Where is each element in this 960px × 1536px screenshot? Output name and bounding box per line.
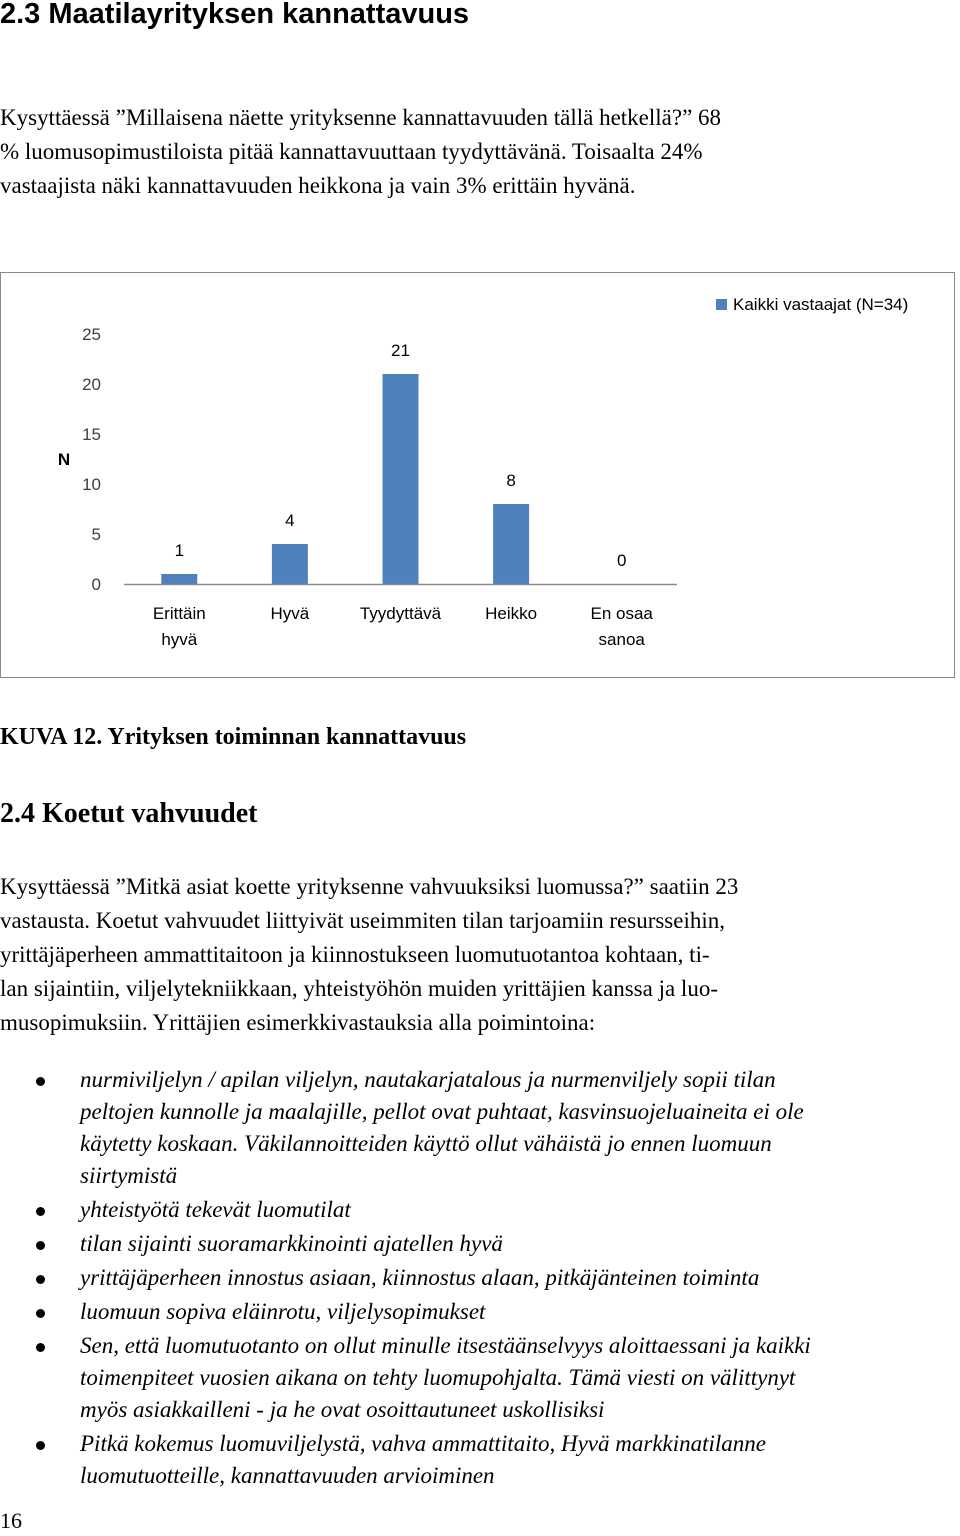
list-item: [0, 1228, 811, 1260]
list-item-line: Pitkä kokemus luomuviljelystä, vahva ammattitaito, Hyvä markkinatilanne: [80, 1431, 767, 1456]
body-line: lan sijaintiin, viljelytekniikkaan, yhteistyöhön muiden yrittäjien kanssa ja luo-: [0, 976, 718, 1001]
list-item-line: toimenpiteet vuosien aikana on tehty luomupohjalta. Tämä viesti on välittynyt: [80, 1365, 796, 1390]
figure-caption: KUVA 12. Yrityksen toiminnan kannattavuus: [0, 724, 467, 750]
intro-line: vastaajista näki kannattavuuden heikkona ja vain 3% erittäin hyvänä.: [0, 173, 636, 198]
list-item-line: käytetty koskaan. Väkilannoitteiden käyttö ollut vähäistä jo ennen luomuun: [80, 1131, 772, 1156]
data-label: 8: [506, 471, 516, 490]
y-tick-label: 20: [82, 375, 101, 394]
y-tick-label: 5: [91, 525, 101, 544]
intro-line: Kysyttäessä ”Millaisena näette yrityksenne kannattavuuden tällä hetkellä?” 68: [0, 105, 722, 130]
bar: [161, 574, 197, 584]
list-item-line: yrittäjäperheen innostus asiaan, kiinnostus alaan, pitkäjänteinen toiminta: [80, 1265, 760, 1290]
list-item-line: yhteistyötä tekevät luomutilat: [80, 1197, 351, 1222]
category-label: Heikko: [485, 604, 538, 623]
y-axis-title: N: [57, 450, 71, 469]
bar: [272, 544, 308, 584]
body-line: vastausta. Koetut vahvuudet liittyivät useimmiten tilan tarjoamiin resursseihin,: [0, 908, 725, 933]
data-label: 4: [285, 511, 295, 530]
intro-line: % luomusopimustiloista pitää kannattavuuttaan tyydyttävänä. Toisaalta 24%: [0, 139, 703, 164]
y-tick-label: 0: [91, 575, 101, 594]
list-item-line: luomuun sopiva eläinrotu, viljelysopimukset: [80, 1299, 486, 1324]
list-item-line: luomutuotteille, kannattavuuden arvioiminen: [80, 1463, 495, 1488]
list-item: [0, 1428, 811, 1492]
body-line: Kysyttäessä ”Mitkä asiat koette yrityksenne vahvuuksiksi luomussa?” saatiin 23: [0, 874, 739, 899]
body-line: musopimuksiin. Yrittäjien esimerkkivastauksia alla poimintoina:: [0, 1010, 596, 1035]
page-number: 16: [0, 1508, 22, 1533]
intro-paragraph: [0, 101, 721, 203]
legend-swatch: [716, 299, 727, 310]
bar-chart: [0, 272, 955, 678]
bullet-icon: [36, 1343, 45, 1352]
example-answers-list: [0, 1064, 811, 1494]
list-item: [0, 1330, 811, 1426]
bullet-icon: [36, 1275, 45, 1284]
y-tick-label: 25: [82, 325, 101, 344]
bullet-icon: [36, 1441, 45, 1450]
data-label: 21: [391, 341, 410, 360]
y-tick-label: 10: [82, 475, 101, 494]
list-item: [0, 1194, 811, 1226]
category-label: sanoa: [598, 630, 645, 649]
section-subheading: 2.4 Koetut vahvuudet: [0, 798, 258, 829]
data-label: 0: [616, 551, 627, 570]
category-label: Erittäin: [152, 604, 206, 623]
bullet-icon: [36, 1207, 45, 1216]
bullet-icon: [36, 1309, 45, 1318]
body-paragraph: [0, 870, 738, 1040]
bullet-icon: [36, 1241, 45, 1250]
list-item: [0, 1262, 811, 1294]
category-label: En osaa: [590, 604, 653, 623]
category-label: Tyydyttävä: [359, 604, 442, 623]
category-label: hyvä: [161, 630, 198, 649]
bar: [383, 374, 419, 584]
list-item-line: nurmiviljelyn / apilan viljelyn, nautakarjatalous ja nurmenviljely sopii tilan: [80, 1067, 776, 1092]
list-item-line: siirtymistä: [80, 1163, 178, 1188]
list-item: [0, 1064, 811, 1192]
bullet-icon: [36, 1077, 45, 1086]
list-item-line: myös asiakkailleni - ja he ovat osoittautuneet uskollisiksi: [80, 1397, 605, 1422]
data-label: 1: [174, 541, 185, 560]
list-item: [0, 1296, 811, 1328]
list-item-line: tilan sijainti suoramarkkinointi ajatellen hyvä: [80, 1231, 503, 1256]
body-line: yrittäjäperheen ammattitaitoon ja kiinnostukseen luomutuotantoa kohtaan, ti-: [0, 942, 710, 967]
section-heading: 2.3 Maatilayrityksen kannattavuus: [0, 0, 470, 30]
y-tick-label: 15: [82, 425, 101, 444]
bar: [493, 504, 529, 584]
category-label: Hyvä: [270, 604, 310, 623]
legend-label: Kaikki vastaajat (N=34): [733, 295, 909, 314]
list-item-line: Sen, että luomutuotanto on ollut minulle itsestäänselvyys aloittaessani ja kaikki: [80, 1333, 811, 1358]
list-item-line: peltojen kunnolle ja maalajille, pellot ovat puhtaat, kasvinsuojeluaineita ei ole: [80, 1099, 804, 1124]
